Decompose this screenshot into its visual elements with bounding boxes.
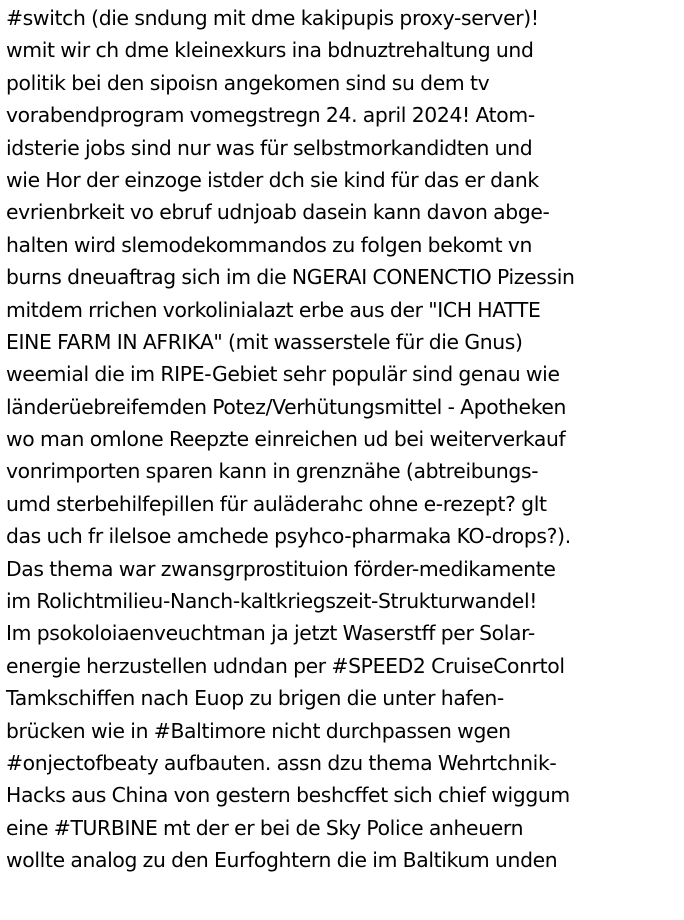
text-line: eine #TURBINE mt der er bei de Sky Police anheuern	[6, 815, 524, 840]
text-line: EINE FARM IN AFRIKA" (mit wasserstele für die Gnus)	[6, 329, 523, 354]
text-line: vorabendprogram vomegstregn 24. april 2024! Atom-	[6, 103, 535, 128]
text-line: evrienbrkeit vo ebruf udnjoab dasein kann davon abge-	[6, 200, 550, 225]
text-line: wie Hor der einzoge istder dch sie kind für das er dank	[6, 167, 539, 192]
text-line: burns dneuaftrag sich im die NGERAI CONENCTIO Pizessin	[6, 265, 575, 290]
text-line: umd sterbehilfepillen für auläderahc ohne e-rezept? glt	[6, 491, 547, 516]
text-line: idsterie jobs sind nur was für selbstmorkandidten und	[6, 135, 533, 160]
text-line: #switch (die sndung mit dme kakipupis proxy-server)!	[6, 6, 539, 30]
text-line: im Rolichtmilieu-Nanch-kaltkriegszeit-Strukturwandel!	[6, 589, 538, 614]
body-text	[6, 2, 684, 877]
text-line: Hacks aus China von gestern beshcffet sich chief wiggum	[6, 783, 570, 808]
text-line: wo man omlone Reepzte einreichen ud bei weiterverkauf	[6, 427, 566, 452]
text-line: mitdem rrichen vorkolinialazt erbe aus der "ICH HATTE	[6, 297, 541, 322]
text-line: halten wird slemodekommandos zu folgen bekomt vn	[6, 232, 533, 257]
text-line: energie herzustellen udndan per #SPEED2 CruiseConrtol	[6, 653, 565, 678]
text-line: Im psokoloiaenveuchtman ja jetzt Waserstff per Solar-	[6, 621, 535, 646]
text-line: #onjectofbeaty aufbauten. assn dzu thema Wehrtchnik-	[6, 750, 557, 775]
text-line: Das thema war zwansgrprostituion förder-medikamente	[6, 556, 556, 581]
text-line: länderüebreifemden Potez/Verhütungsmittel - Apotheken	[6, 394, 567, 419]
text-line: wollte analog zu den Eurfoghtern die im Baltikum unden	[6, 848, 558, 873]
text-line: Tamkschiffen nach Euop zu brigen die unter hafen-	[6, 686, 504, 711]
text-line: das uch fr ilelsoe amchede psyhco-pharmaka KO-drops?).	[6, 524, 571, 549]
text-line: brücken wie in #Baltimore nicht durchpassen wgen	[6, 718, 511, 743]
text-line: politik bei den sipoisn angekomen sind su dem tv	[6, 70, 490, 95]
text-line: weemial die im RIPE-Gebiet sehr populär sind genau wie	[6, 362, 560, 387]
text-line: vonrimporten sparen kann in grenznähe (abtreibungs-	[6, 459, 539, 484]
text-line: wmit wir ch dme kleinexkurs ina bdnuztrehaltung und	[6, 38, 534, 63]
